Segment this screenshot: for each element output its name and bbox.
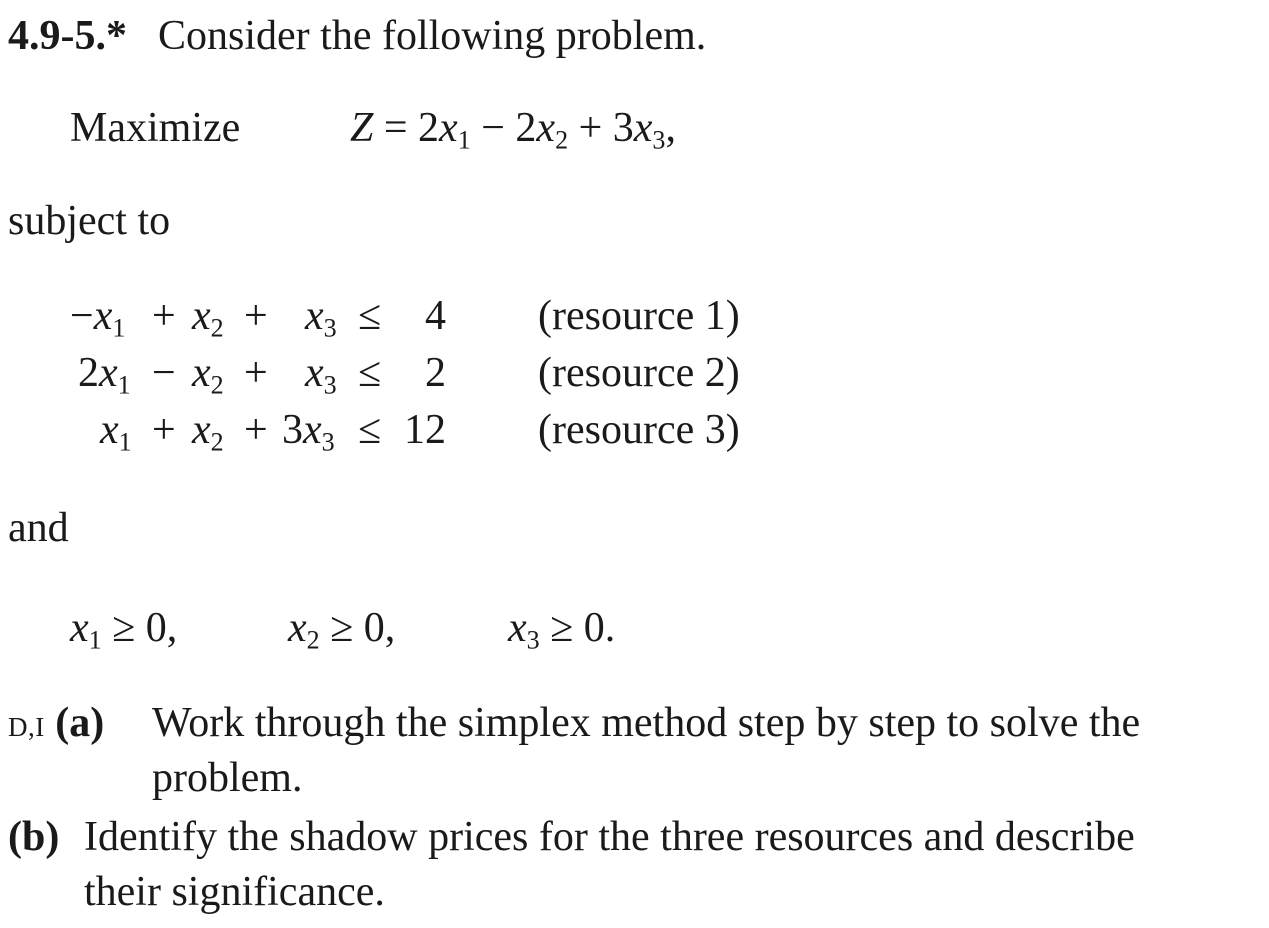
constraint-1-term-2: $x_2$ xyxy=(192,293,224,343)
constraint-3-term-3: $3x_3$ xyxy=(282,407,335,457)
part-b-label: (b) xyxy=(8,814,60,860)
part-b-text-line-1: Identify the shadow prices for the three resources and describe xyxy=(84,814,1135,860)
objective-eq: = xyxy=(383,105,408,151)
nonneg-x1: $x_1 \ge 0$, xyxy=(70,605,178,655)
constraint-3-relation: ≤ xyxy=(358,407,382,453)
objective-term-3: $3x_3$ xyxy=(612,105,666,155)
part-a-text-line-2: problem. xyxy=(152,755,303,801)
objective-term-1: $2x_1$ xyxy=(418,105,471,155)
problem-number: 4.9-5.* xyxy=(8,13,127,59)
objective-term-2: $2x_2$ xyxy=(515,105,569,155)
nonneg-x3: $x_3 \ge 0$. xyxy=(508,605,616,655)
constraint-1-label: (resource 1) xyxy=(538,293,740,339)
objective-function xyxy=(350,102,676,154)
part-b-text-line-2: their significance. xyxy=(84,869,385,915)
constraint-1-op-1: + xyxy=(152,293,176,339)
constraint-2-term-2: $x_2$ xyxy=(192,350,224,400)
part-a-text-line-1: Work through the simplex method step by step to solve the xyxy=(152,700,1141,746)
constraint-3-label: (resource 3) xyxy=(538,407,740,453)
objective-lhs: Z xyxy=(350,105,374,151)
constraint-2-term-1: $2x_1$ xyxy=(78,350,131,400)
problem-intro: Consider the following problem. xyxy=(158,13,707,59)
objective-trailing-comma: , xyxy=(665,105,676,151)
part-a xyxy=(8,697,104,753)
constraint-1-term-1: $-x_1$ xyxy=(70,293,126,343)
constraint-3-rhs: 12 xyxy=(404,407,446,453)
part-a-label: (a) xyxy=(55,700,105,746)
constraint-3-term-1: $x_1$ xyxy=(100,407,132,457)
subject-to-label: subject to xyxy=(8,198,171,244)
and-label: and xyxy=(8,505,69,551)
constraint-1-op-2: + xyxy=(244,293,268,339)
problem-heading xyxy=(8,10,706,62)
nonneg-x2: $x_2 \ge 0$, xyxy=(288,605,396,655)
constraint-3-term-2: $x_2$ xyxy=(192,407,224,457)
constraint-1-term-3: $x_3$ xyxy=(305,293,337,343)
objective-op-1: − xyxy=(481,105,505,151)
constraint-3-op-2: + xyxy=(244,407,268,453)
constraint-1-rhs: 4 xyxy=(425,293,446,339)
constraint-2-label: (resource 2) xyxy=(538,350,740,396)
constraint-2-op-1: − xyxy=(152,350,176,396)
constraint-2-rhs: 2 xyxy=(425,350,446,396)
constraint-3-op-1: + xyxy=(152,407,176,453)
objective-keyword: Maximize xyxy=(70,105,241,151)
constraint-2-relation: ≤ xyxy=(358,350,382,396)
part-a-tag: D,I xyxy=(8,712,45,742)
constraint-2-term-3: $x_3$ xyxy=(305,350,337,400)
objective-op-2: + xyxy=(578,105,603,151)
constraint-1-relation: ≤ xyxy=(358,293,382,339)
constraint-2-op-2: + xyxy=(244,350,268,396)
